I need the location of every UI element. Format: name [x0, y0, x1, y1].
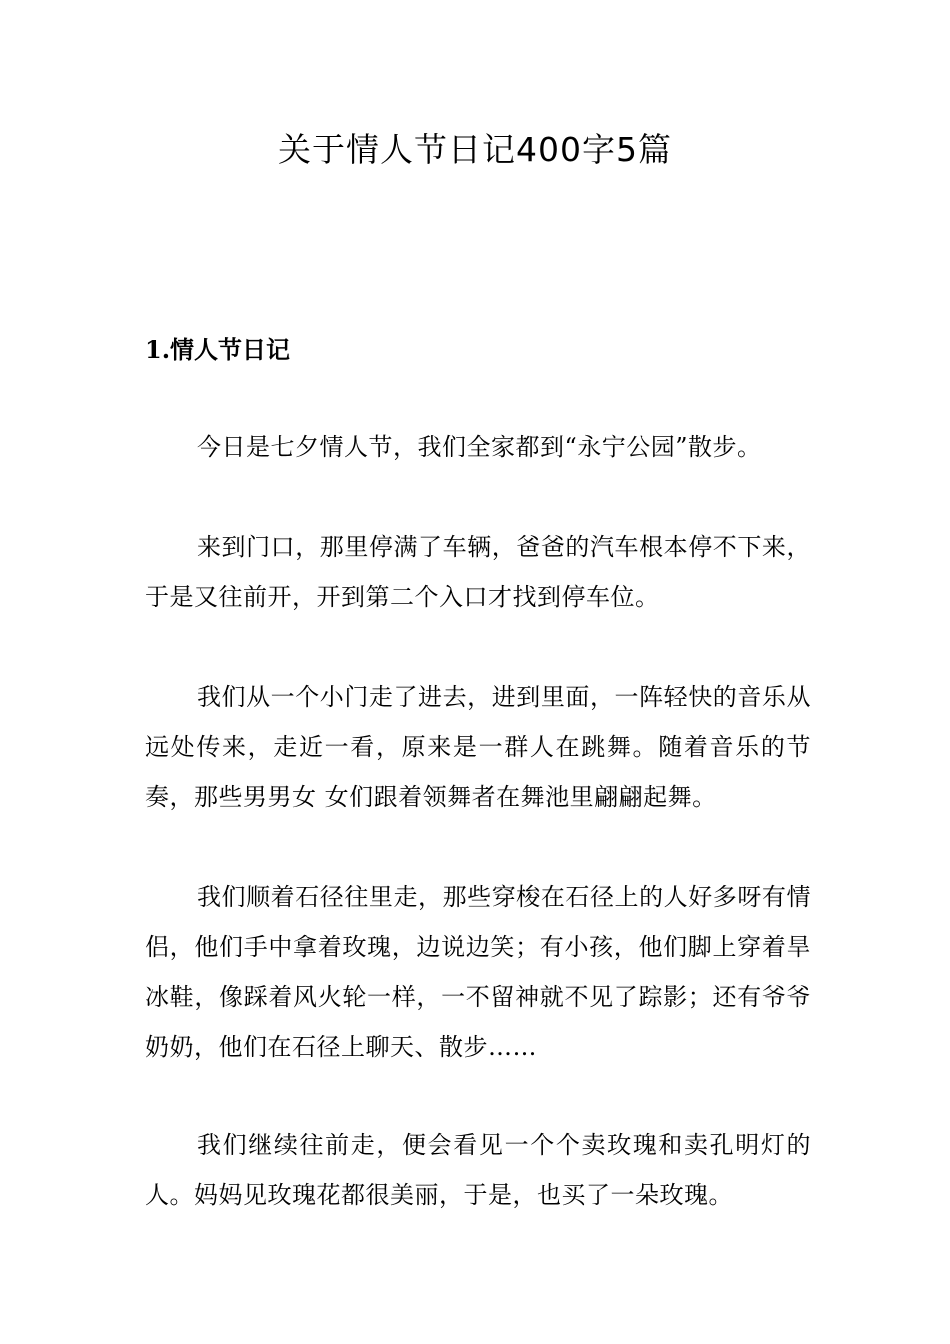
- paragraph-4: 我们顺着石径往里走，那些穿梭在石径上的人好多呀有情侣，他们手中拿着玫瑰，边说边笑；有小孩，他们脚上穿着旱冰鞋，像踩着风火轮一样，一不留神就不见了踪影；还有爷爷奶奶，他们在石径上聊天、散步……: [145, 883, 811, 1061]
- section-heading: 1.情人节日记: [145, 335, 291, 364]
- paragraph-1: 今日是七夕情人节，我们全家都到“永宁公园”散步。: [197, 433, 762, 461]
- paragraph-5: 我们继续往前走，便会看见一个个卖玫瑰和卖孔明灯的人。妈妈见玫瑰花都很美丽，于是，也买了一朵玫瑰。: [145, 1131, 811, 1209]
- paragraph-3: 我们从一个小门走了进去，进到里面，一阵轻快的音乐从远处传来，走近一看，原来是一群人在跳舞。随着音乐的节奏，那些男男女 女们跟着领舞者在舞池里翩翩起舞。: [145, 683, 811, 811]
- document-title: 关于情人节日记400字5篇: [278, 130, 672, 169]
- paragraph-2: 来到门口，那里停满了车辆，爸爸的汽车根本停不下来，于是又往前开，开到第二个入口才找到停车位。: [145, 533, 811, 611]
